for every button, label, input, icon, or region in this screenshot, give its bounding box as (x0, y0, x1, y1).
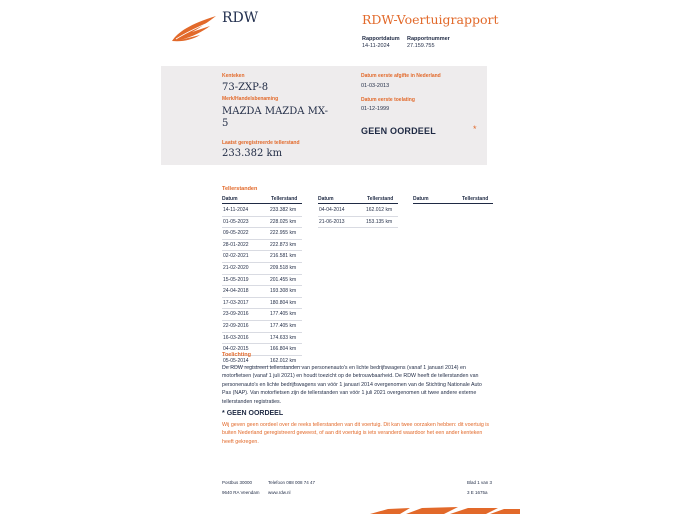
verdict-asterisk: * (473, 124, 477, 134)
col1-date-header: Datum (222, 196, 238, 202)
footer-web: www.rdw.nl (268, 490, 291, 495)
reading-value: 222.955 km (270, 230, 297, 237)
footer-address (222, 478, 260, 498)
reading-value: 162.012 km (366, 207, 393, 213)
reading-date: 14-11-2024 (223, 207, 249, 213)
footer-code: 3 E 1675a (467, 490, 488, 495)
reading-date: 16-03-2016 (223, 334, 249, 341)
plate-label: Kenteken (222, 73, 245, 79)
make-label: Merk/Handelsbenaming (222, 96, 279, 102)
reading-value: 153.135 km (366, 218, 393, 225)
verdict-heading (222, 410, 283, 417)
reading-date: 01-05-2023 (223, 218, 249, 225)
reading-date: 28-01-2022 (223, 241, 249, 248)
explanation-label: Toelichting (222, 352, 251, 358)
explanation-text: De RDW registreert tellerstanden van personenauto's en lichte bedrijfswagens (vanaf 1 januari 2014) en motorfietsen (vanaf 1 juli 2021) en houdt toezicht op de betrouwbaarheid. De RDW heeft de tellerstanden van personenauto's en lichte bedrijfswagens van vóór 1 januari 2014 overgenomen van de Stichting Nationale Auto Pas (NAP). Van motorfietsen zijn de tellerstanden van vóór 1 juli 2021 overgenomen uit twee andere externe tellerstanden registraties. (222, 365, 482, 405)
reading-value: 177.405 km (270, 323, 297, 329)
reading-row (222, 263, 302, 275)
footer-decoration-icon (370, 506, 520, 514)
reading-value: 209.518 km (270, 265, 297, 271)
verdict-heading-text: GEEN OORDEEL (226, 410, 284, 417)
reading-date: 02-02-2021 (223, 253, 249, 260)
reading-row (222, 333, 302, 345)
reading-value: 180.804 km (270, 299, 297, 306)
reading-date: 04-02-2015 (223, 346, 249, 353)
reading-date: 21-02-2020 (223, 265, 249, 271)
reading-date: 17-03-2017 (223, 299, 249, 306)
reading-row (318, 205, 398, 217)
reading-date: 09-05-2022 (223, 230, 249, 237)
reading-row (222, 309, 302, 321)
footer-page: Blad 1 van 3 (467, 480, 493, 485)
first-admission-value: 01-12-1999 (361, 106, 390, 112)
report-date (362, 36, 400, 50)
col3-value-header: Tellerstand (462, 196, 489, 202)
col3-header-rule (413, 203, 493, 204)
odometer-value: 233.382 km (222, 148, 283, 159)
rdw-logo-icon (170, 14, 218, 44)
reading-row (222, 205, 302, 217)
reading-date: 05-05-2014 (223, 357, 249, 364)
plate-value: 73-ZXP-8 (222, 82, 269, 93)
verdict-value: GEEN OORDEEL (361, 126, 436, 136)
make-value-line2: 5 (222, 118, 229, 129)
reading-date: 21-06-2013 (319, 218, 345, 225)
reading-value: 193.308 km (270, 288, 297, 295)
reading-row (222, 298, 302, 310)
first-admission-label: Datum eerste toelating (361, 97, 415, 103)
reading-row (222, 321, 302, 333)
col2-value-header: Tellerstand (367, 196, 394, 202)
first-registration-nl-label: Datum eerste afgifte in Nederland (361, 73, 441, 79)
verdict-warning-text: Wij geven geen oordeel over de reeks tellerstanden van dit voertuig. Dit kan twee oorzaken hebben: dit voertuig is buiten Nederland geregistreerd geweest, of aan dit voertuig is iets veranderd waardoor het een ander kenteken heeft gekregen. (222, 422, 490, 445)
reading-row (318, 217, 398, 229)
reading-value: 216.581 km (270, 253, 297, 260)
verdict-heading-star: * (222, 410, 225, 417)
reading-value: 174.633 km (270, 334, 297, 341)
reading-row (222, 251, 302, 263)
reading-value: 201.455 km (270, 276, 297, 283)
reading-value: 228.025 km (270, 218, 297, 225)
reading-row (222, 228, 302, 240)
report-number-label: Rapportnummer (407, 36, 450, 42)
reading-value: 166.804 km (270, 346, 297, 353)
reading-date: 04-04-2014 (319, 207, 345, 213)
vehicle-summary-panel (161, 66, 487, 165)
report-date-value: 14-11-2024 (362, 43, 390, 49)
footer-page-info (467, 478, 492, 498)
reading-date: 23-09-2016 (223, 311, 249, 318)
document-title: RDW-Voertuigrapport (362, 12, 499, 27)
reading-value: 162.012 km (270, 357, 297, 364)
make-value-line1: MAZDA MAZDA MX- (222, 106, 329, 117)
reading-date: 22-09-2016 (223, 323, 249, 329)
report-number-value: 27.159.755 (407, 43, 435, 49)
reading-row (222, 217, 302, 229)
reading-date: 24-04-2018 (223, 288, 249, 295)
footer-city: 9640 RA Veendam (222, 490, 260, 495)
reading-row (222, 275, 302, 287)
col3-date-header: Datum (413, 196, 429, 202)
reading-date: 15-05-2019 (223, 276, 249, 283)
footer-postbus: Postbus 30000 (222, 480, 253, 485)
reading-row (222, 286, 302, 298)
readings-section-label: Tellerstanden (222, 186, 258, 192)
first-registration-nl-value: 01-03-2013 (361, 83, 390, 89)
reading-value: 233.382 km (270, 207, 297, 213)
report-number (407, 36, 450, 50)
col1-value-header: Tellerstand (271, 196, 298, 202)
col2-header-rule (318, 203, 398, 204)
footer-phone: Telefoon 088 008 74 47 (268, 480, 316, 485)
col2-date-header: Datum (318, 196, 334, 202)
footer-contact (268, 478, 315, 498)
reading-value: 222.873 km (270, 241, 297, 248)
reading-row (222, 240, 302, 252)
odometer-label: Laatst geregistreerde tellerstand (222, 140, 300, 146)
logo-text: RDW (222, 10, 259, 26)
report-date-label: Rapportdatum (362, 36, 400, 42)
reading-value: 177.405 km (270, 311, 297, 318)
col1-header-rule (222, 203, 302, 204)
